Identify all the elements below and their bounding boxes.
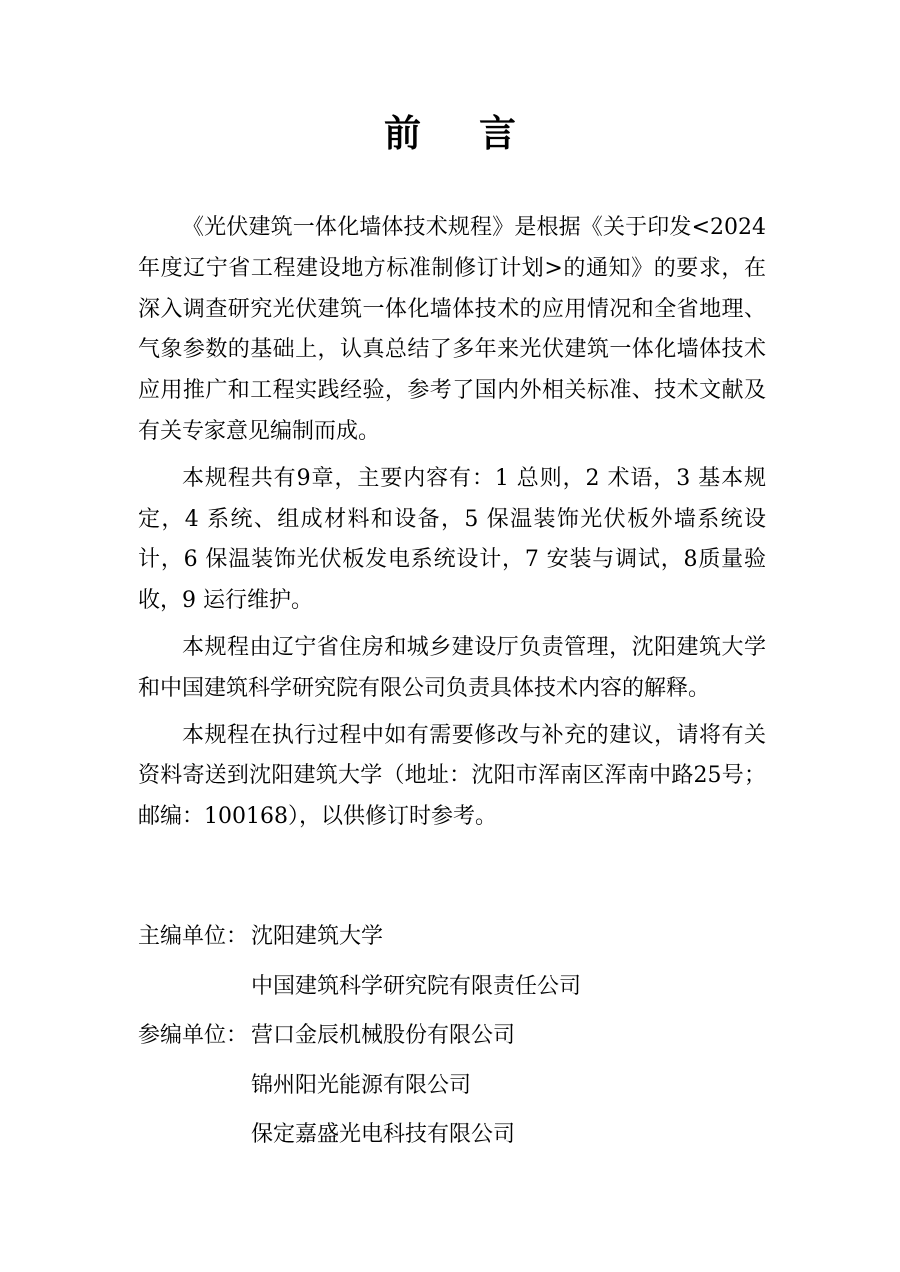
participating-row xyxy=(138,1110,581,1160)
participating-unit: 保定嘉盛光电科技有限公司 xyxy=(251,1122,516,1147)
participating-unit: 锦州阳光能源有限公司 xyxy=(251,1072,472,1098)
paragraph-basis: 《光伏建筑一体化墙体技术规程》是根据《关于印发<2024年度辽宁省工程建设地方标准制修订计划>的通知》的要求，在深入调查研究光伏建筑一体化墙体技术的应用情况和全省地理、气象参数的基础上，认真总结了多年来光伏建筑一体化墙体技术应用推广和工程实践经验，参考了国内外相关标准、技术文献及有关专家意见编制而成。 xyxy=(138,215,766,444)
paragraph-management: 本规程由辽宁省住房和城乡建设厅负责管理，沈阳建筑大学和中国建筑科学研究院有限公司负责具体技术内容的解释。 xyxy=(138,634,766,701)
chief-editor-unit: 中国建筑科学研究院有限责任公司 xyxy=(251,973,582,999)
chief-editor-row xyxy=(138,912,581,962)
preface-body xyxy=(138,208,766,844)
participating-label: 参编单位： xyxy=(138,1023,249,1048)
paragraph-chapters: 本规程共有9章，主要内容有：1 总则，2 术语，3 基本规定，4 系统、组成材料和设备，5 保温装饰光伏板外墙系统设计，6 保温装饰光伏板发电系统设计，7 安装与调试，8质量验收，9 运行维护。 xyxy=(138,465,766,614)
page-title: 前言 xyxy=(384,111,574,155)
paragraph-feedback: 本规程在执行过程中如有需要修改与补充的建议，请将有关资料寄送到沈阳建筑大学（地址：沈阳市浑南区浑南中路25号；邮编：100168），以供修订时参考。 xyxy=(138,722,766,830)
chief-editor-label: 主编单位： xyxy=(138,924,249,949)
participating-unit: 营口金辰机械股份有限公司 xyxy=(251,1023,516,1048)
editing-units xyxy=(138,912,581,1160)
participating-row xyxy=(138,1061,581,1111)
chief-editor-row xyxy=(138,962,581,1012)
chief-editor-unit: 沈阳建筑大学 xyxy=(251,924,384,949)
participating-row xyxy=(138,1011,581,1061)
